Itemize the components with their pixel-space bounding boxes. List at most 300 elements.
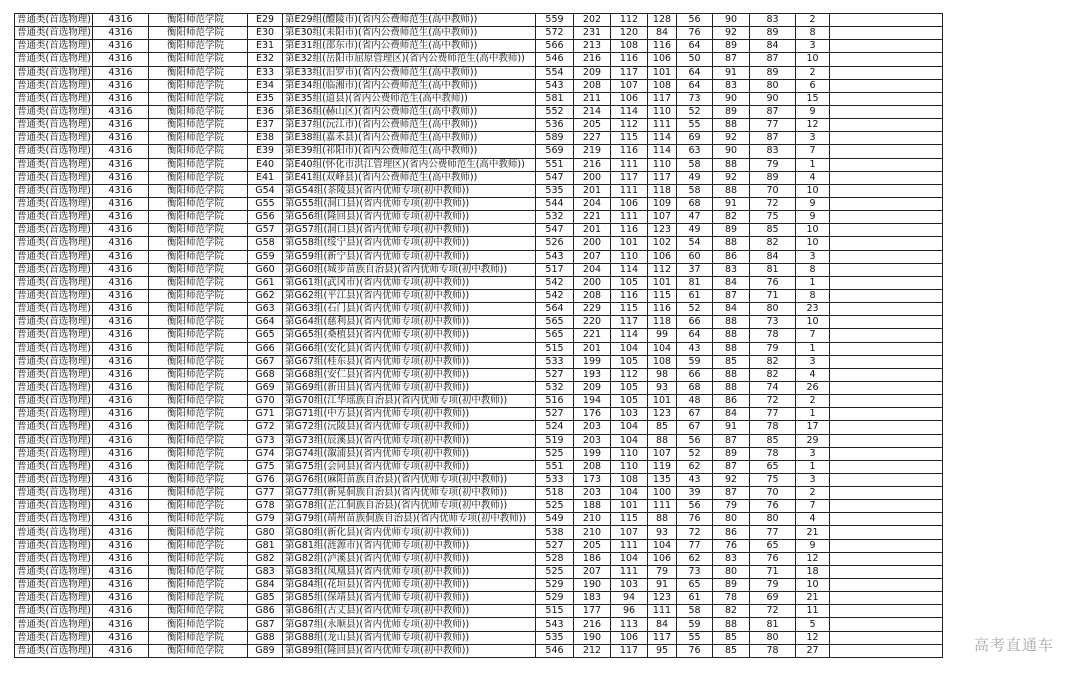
cell-group_name: 第G74组(溆浦县)(省内优师专项(初中教师)) [283, 447, 536, 460]
cell-c7: 79 [750, 342, 796, 355]
cell-code: 4316 [93, 211, 149, 224]
cell-category: 普通类(首选物理) [15, 145, 93, 158]
cell-group_name: 第E35组(道县)(省内公费师范生(高中教师)) [283, 92, 536, 105]
cell-c1: 532 [536, 381, 574, 394]
cell-c6: 80 [713, 565, 750, 578]
cell-c8: 11 [796, 605, 830, 618]
cell-group_name: 第E37组(沅江市)(省内公费师范生(高中教师)) [283, 119, 536, 132]
cell-c7: 76 [750, 276, 796, 289]
table-row [15, 53, 943, 66]
cell-group_name: 第G61组(武冈市)(省内优师专项(初中教师)) [283, 276, 536, 289]
cell-group: G87 [248, 618, 283, 631]
cell-c2: 200 [574, 171, 611, 184]
cell-c6: 87 [713, 289, 750, 302]
cell-c3: 117 [611, 171, 648, 184]
cell-c5: 64 [677, 66, 713, 79]
table-row [15, 263, 943, 276]
cell-c8: 29 [796, 434, 830, 447]
cell-category: 普通类(首选物理) [15, 250, 93, 263]
cell-blank [830, 66, 943, 79]
cell-c1: 525 [536, 500, 574, 513]
cell-group: G85 [248, 592, 283, 605]
cell-blank [830, 342, 943, 355]
cell-c8: 10 [796, 53, 830, 66]
cell-group: G68 [248, 368, 283, 381]
cell-blank [830, 92, 943, 105]
cell-c7: 84 [750, 250, 796, 263]
cell-group_name: 第G76组(麻阳苗族自治县)(省内优师专项(初中教师)) [283, 473, 536, 486]
cell-c4: 106 [648, 552, 677, 565]
cell-c6: 88 [713, 184, 750, 197]
cell-c5: 69 [677, 132, 713, 145]
cell-c8: 3 [796, 447, 830, 460]
cell-c1: 554 [536, 66, 574, 79]
cell-category: 普通类(首选物理) [15, 92, 93, 105]
cell-c4: 117 [648, 171, 677, 184]
table-row [15, 395, 943, 408]
cell-c4: 98 [648, 368, 677, 381]
cell-school: 衡阳师范学院 [149, 473, 248, 486]
cell-c2: 199 [574, 355, 611, 368]
cell-c5: 63 [677, 145, 713, 158]
cell-c6: 87 [713, 460, 750, 473]
cell-group: G61 [248, 276, 283, 289]
table-row [15, 289, 943, 302]
cell-c5: 77 [677, 539, 713, 552]
cell-c4: 123 [648, 408, 677, 421]
cell-school: 衡阳师范学院 [149, 171, 248, 184]
cell-c6: 80 [713, 513, 750, 526]
cell-c7: 76 [750, 500, 796, 513]
cell-c4: 118 [648, 184, 677, 197]
cell-c8: 10 [796, 224, 830, 237]
cell-c1: 546 [536, 53, 574, 66]
cell-c5: 67 [677, 421, 713, 434]
cell-blank [830, 592, 943, 605]
cell-group_name: 第G89组(隆回县)(省内优师专项(初中教师)) [283, 644, 536, 657]
table-row [15, 92, 943, 105]
cell-group_name: 第G65组(桑植县)(省内优师专项(初中教师)) [283, 329, 536, 342]
cell-c7: 65 [750, 460, 796, 473]
cell-c5: 52 [677, 105, 713, 118]
cell-c2: 208 [574, 79, 611, 92]
cell-group: G89 [248, 644, 283, 657]
cell-blank [830, 237, 943, 250]
cell-c3: 110 [611, 460, 648, 473]
cell-c2: 193 [574, 368, 611, 381]
table-row [15, 487, 943, 500]
cell-group_name: 第G54组(茶陵县)(省内优师专项(初中教师)) [283, 184, 536, 197]
cell-blank [830, 447, 943, 460]
table-row [15, 14, 943, 27]
cell-school: 衡阳师范学院 [149, 53, 248, 66]
cell-c7: 85 [750, 224, 796, 237]
cell-code: 4316 [93, 40, 149, 53]
cell-code: 4316 [93, 158, 149, 171]
cell-c5: 76 [677, 644, 713, 657]
cell-c5: 47 [677, 211, 713, 224]
cell-school: 衡阳师范学院 [149, 316, 248, 329]
cell-c8: 1 [796, 158, 830, 171]
cell-group_name: 第G60组(城步苗族自治县)(省内优师专项(初中教师)) [283, 263, 536, 276]
table-row [15, 355, 943, 368]
cell-code: 4316 [93, 487, 149, 500]
cell-c2: 203 [574, 434, 611, 447]
cell-c3: 94 [611, 592, 648, 605]
cell-school: 衡阳师范学院 [149, 132, 248, 145]
cell-code: 4316 [93, 27, 149, 40]
cell-group_name: 第G71组(中方县)(省内优师专项(初中教师)) [283, 408, 536, 421]
table-row [15, 539, 943, 552]
cell-c4: 106 [648, 250, 677, 263]
cell-c8: 9 [796, 105, 830, 118]
cell-group: G86 [248, 605, 283, 618]
cell-c3: 108 [611, 473, 648, 486]
cell-c2: 216 [574, 53, 611, 66]
cell-group: E35 [248, 92, 283, 105]
cell-group: G84 [248, 579, 283, 592]
cell-c6: 79 [713, 500, 750, 513]
cell-category: 普通类(首选物理) [15, 224, 93, 237]
cell-c3: 116 [611, 145, 648, 158]
cell-group: G74 [248, 447, 283, 460]
cell-group_name: 第G86组(古丈县)(省内优师专项(初中教师)) [283, 605, 536, 618]
cell-c4: 110 [648, 105, 677, 118]
cell-c6: 88 [713, 368, 750, 381]
cell-category: 普通类(首选物理) [15, 105, 93, 118]
cell-c5: 56 [677, 434, 713, 447]
cell-category: 普通类(首选物理) [15, 381, 93, 394]
cell-school: 衡阳师范学院 [149, 500, 248, 513]
cell-c6: 88 [713, 329, 750, 342]
cell-c3: 106 [611, 197, 648, 210]
cell-group_name: 第G85组(保靖县)(省内优师专项(初中教师)) [283, 592, 536, 605]
cell-c6: 88 [713, 237, 750, 250]
cell-c7: 87 [750, 53, 796, 66]
cell-c7: 77 [750, 526, 796, 539]
cell-school: 衡阳师范学院 [149, 66, 248, 79]
cell-c5: 39 [677, 487, 713, 500]
cell-blank [830, 644, 943, 657]
table-row [15, 368, 943, 381]
cell-blank [830, 14, 943, 27]
cell-c4: 79 [648, 565, 677, 578]
cell-c3: 117 [611, 644, 648, 657]
cell-code: 4316 [93, 132, 149, 145]
cell-c8: 3 [796, 250, 830, 263]
cell-c7: 80 [750, 303, 796, 316]
cell-c8: 2 [796, 487, 830, 500]
cell-c3: 104 [611, 552, 648, 565]
cell-c4: 101 [648, 395, 677, 408]
cell-group_name: 第G64组(慈利县)(省内优师专项(初中教师)) [283, 316, 536, 329]
cell-code: 4316 [93, 342, 149, 355]
cell-c4: 102 [648, 237, 677, 250]
cell-code: 4316 [93, 184, 149, 197]
cell-code: 4316 [93, 526, 149, 539]
table-row [15, 618, 943, 631]
cell-c5: 64 [677, 40, 713, 53]
cell-c3: 105 [611, 355, 648, 368]
cell-school: 衡阳师范学院 [149, 579, 248, 592]
cell-school: 衡阳师范学院 [149, 460, 248, 473]
cell-c1: 538 [536, 526, 574, 539]
cell-group: G57 [248, 224, 283, 237]
cell-school: 衡阳师范学院 [149, 539, 248, 552]
cell-c3: 111 [611, 565, 648, 578]
cell-c5: 58 [677, 605, 713, 618]
cell-c2: 220 [574, 316, 611, 329]
cell-c8: 17 [796, 421, 830, 434]
cell-group_name: 第G62组(平江县)(省内优师专项(初中教师)) [283, 289, 536, 302]
table-row [15, 460, 943, 473]
cell-c1: 517 [536, 263, 574, 276]
cell-c3: 113 [611, 618, 648, 631]
cell-c2: 207 [574, 250, 611, 263]
cell-c3: 116 [611, 224, 648, 237]
cell-blank [830, 631, 943, 644]
cell-category: 普通类(首选物理) [15, 66, 93, 79]
cell-c4: 117 [648, 631, 677, 644]
cell-c8: 12 [796, 552, 830, 565]
cell-code: 4316 [93, 460, 149, 473]
table-row [15, 447, 943, 460]
cell-c7: 76 [750, 552, 796, 565]
cell-c3: 110 [611, 250, 648, 263]
cell-c3: 106 [611, 92, 648, 105]
cell-c8: 10 [796, 316, 830, 329]
cell-school: 衡阳师范学院 [149, 303, 248, 316]
cell-code: 4316 [93, 552, 149, 565]
cell-c6: 88 [713, 381, 750, 394]
cell-school: 衡阳师范学院 [149, 92, 248, 105]
cell-c8: 23 [796, 303, 830, 316]
cell-category: 普通类(首选物理) [15, 171, 93, 184]
cell-c4: 101 [648, 276, 677, 289]
cell-school: 衡阳师范学院 [149, 381, 248, 394]
cell-c3: 106 [611, 631, 648, 644]
table-row [15, 184, 943, 197]
cell-c8: 9 [796, 211, 830, 224]
cell-group: G82 [248, 552, 283, 565]
cell-blank [830, 381, 943, 394]
cell-group: G76 [248, 473, 283, 486]
cell-category: 普通类(首选物理) [15, 368, 93, 381]
cell-school: 衡阳师范学院 [149, 184, 248, 197]
cell-c8: 3 [796, 473, 830, 486]
cell-c2: 173 [574, 473, 611, 486]
cell-category: 普通类(首选物理) [15, 605, 93, 618]
cell-c6: 85 [713, 355, 750, 368]
cell-c1: 581 [536, 92, 574, 105]
cell-c4: 119 [648, 460, 677, 473]
cell-group: G73 [248, 434, 283, 447]
cell-group_name: 第E36组(赫山区)(省内公费师范生(高中教师)) [283, 105, 536, 118]
cell-school: 衡阳师范学院 [149, 211, 248, 224]
cell-c6: 92 [713, 27, 750, 40]
cell-group_name: 第G82组(泸溪县)(省内优师专项(初中教师)) [283, 552, 536, 565]
cell-c7: 81 [750, 263, 796, 276]
cell-school: 衡阳师范学院 [149, 276, 248, 289]
cell-school: 衡阳师范学院 [149, 105, 248, 118]
cell-blank [830, 526, 943, 539]
table-row [15, 434, 943, 447]
cell-code: 4316 [93, 618, 149, 631]
cell-group: G56 [248, 211, 283, 224]
cell-c8: 8 [796, 263, 830, 276]
cell-c4: 110 [648, 158, 677, 171]
table-row [15, 381, 943, 394]
cell-school: 衡阳师范学院 [149, 592, 248, 605]
cell-c7: 85 [750, 434, 796, 447]
cell-c5: 48 [677, 395, 713, 408]
cell-category: 普通类(首选物理) [15, 316, 93, 329]
cell-group_name: 第G63组(石门县)(省内优师专项(初中教师)) [283, 303, 536, 316]
cell-group: E39 [248, 145, 283, 158]
cell-category: 普通类(首选物理) [15, 237, 93, 250]
cell-c5: 58 [677, 158, 713, 171]
cell-code: 4316 [93, 145, 149, 158]
cell-code: 4316 [93, 447, 149, 460]
table-row [15, 342, 943, 355]
table-row [15, 132, 943, 145]
cell-category: 普通类(首选物理) [15, 53, 93, 66]
cell-category: 普通类(首选物理) [15, 565, 93, 578]
cell-school: 衡阳师范学院 [149, 447, 248, 460]
cell-c8: 21 [796, 592, 830, 605]
cell-c6: 83 [713, 263, 750, 276]
cell-code: 4316 [93, 250, 149, 263]
cell-c3: 112 [611, 368, 648, 381]
cell-c7: 70 [750, 184, 796, 197]
cell-category: 普通类(首选物理) [15, 197, 93, 210]
cell-blank [830, 40, 943, 53]
cell-blank [830, 579, 943, 592]
cell-c5: 54 [677, 237, 713, 250]
cell-c8: 2 [796, 66, 830, 79]
cell-blank [830, 460, 943, 473]
cell-c5: 49 [677, 224, 713, 237]
table-row [15, 526, 943, 539]
cell-school: 衡阳师范学院 [149, 342, 248, 355]
cell-c1: 543 [536, 250, 574, 263]
cell-school: 衡阳师范学院 [149, 289, 248, 302]
cell-c1: 515 [536, 342, 574, 355]
cell-category: 普通类(首选物理) [15, 513, 93, 526]
cell-blank [830, 487, 943, 500]
cell-c8: 7 [796, 329, 830, 342]
cell-category: 普通类(首选物理) [15, 211, 93, 224]
cell-c4: 118 [648, 316, 677, 329]
cell-c2: 204 [574, 197, 611, 210]
cell-code: 4316 [93, 171, 149, 184]
cell-c3: 103 [611, 408, 648, 421]
cell-c1: 518 [536, 487, 574, 500]
cell-c1: 515 [536, 605, 574, 618]
score-sheet [14, 13, 943, 658]
cell-c3: 114 [611, 329, 648, 342]
cell-blank [830, 197, 943, 210]
cell-c5: 49 [677, 171, 713, 184]
table-row [15, 500, 943, 513]
cell-school: 衡阳师范学院 [149, 263, 248, 276]
cell-c1: 552 [536, 105, 574, 118]
cell-group: G63 [248, 303, 283, 316]
table-row [15, 552, 943, 565]
cell-c4: 115 [648, 289, 677, 302]
cell-c8: 26 [796, 381, 830, 394]
cell-c2: 203 [574, 487, 611, 500]
table-row [15, 579, 943, 592]
cell-c1: 529 [536, 592, 574, 605]
cell-c4: 101 [648, 66, 677, 79]
cell-c1: 543 [536, 618, 574, 631]
cell-c5: 56 [677, 500, 713, 513]
cell-code: 4316 [93, 237, 149, 250]
cell-c4: 107 [648, 211, 677, 224]
cell-blank [830, 145, 943, 158]
cell-c4: 111 [648, 119, 677, 132]
cell-c5: 52 [677, 303, 713, 316]
cell-c1: 547 [536, 224, 574, 237]
cell-c4: 135 [648, 473, 677, 486]
cell-category: 普通类(首选物理) [15, 447, 93, 460]
cell-c2: 190 [574, 631, 611, 644]
cell-category: 普通类(首选物理) [15, 631, 93, 644]
cell-school: 衡阳师范学院 [149, 27, 248, 40]
cell-c8: 10 [796, 184, 830, 197]
cell-c3: 116 [611, 289, 648, 302]
cell-c1: 559 [536, 14, 574, 27]
cell-c2: 212 [574, 644, 611, 657]
cell-category: 普通类(首选物理) [15, 119, 93, 132]
cell-c3: 112 [611, 14, 648, 27]
cell-group_name: 第G57组(洞口县)(省内优师专项(初中教师)) [283, 224, 536, 237]
cell-group_name: 第E32组(岳阳市屈原管理区)(省内公费师范生(高中教师)) [283, 53, 536, 66]
table-row [15, 250, 943, 263]
cell-c6: 89 [713, 224, 750, 237]
cell-code: 4316 [93, 592, 149, 605]
cell-code: 4316 [93, 500, 149, 513]
cell-c3: 101 [611, 237, 648, 250]
cell-category: 普通类(首选物理) [15, 303, 93, 316]
cell-category: 普通类(首选物理) [15, 395, 93, 408]
cell-group_name: 第G80组(新化县)(省内优师专项(初中教师)) [283, 526, 536, 539]
cell-school: 衡阳师范学院 [149, 250, 248, 263]
cell-c4: 91 [648, 579, 677, 592]
cell-group: E41 [248, 171, 283, 184]
cell-school: 衡阳师范学院 [149, 631, 248, 644]
cell-c6: 85 [713, 644, 750, 657]
cell-category: 普通类(首选物理) [15, 644, 93, 657]
cell-c2: 199 [574, 447, 611, 460]
cell-c2: 219 [574, 145, 611, 158]
cell-c8: 1 [796, 276, 830, 289]
cell-group_name: 第G67组(桂东县)(省内优师专项(初中教师)) [283, 355, 536, 368]
cell-c3: 107 [611, 526, 648, 539]
cell-c1: 542 [536, 289, 574, 302]
cell-c1: 565 [536, 316, 574, 329]
cell-c6: 76 [713, 539, 750, 552]
cell-c8: 18 [796, 565, 830, 578]
cell-blank [830, 263, 943, 276]
cell-c5: 67 [677, 408, 713, 421]
cell-c6: 86 [713, 395, 750, 408]
cell-c5: 52 [677, 447, 713, 460]
cell-c7: 78 [750, 447, 796, 460]
cell-c8: 4 [796, 513, 830, 526]
cell-c4: 111 [648, 500, 677, 513]
